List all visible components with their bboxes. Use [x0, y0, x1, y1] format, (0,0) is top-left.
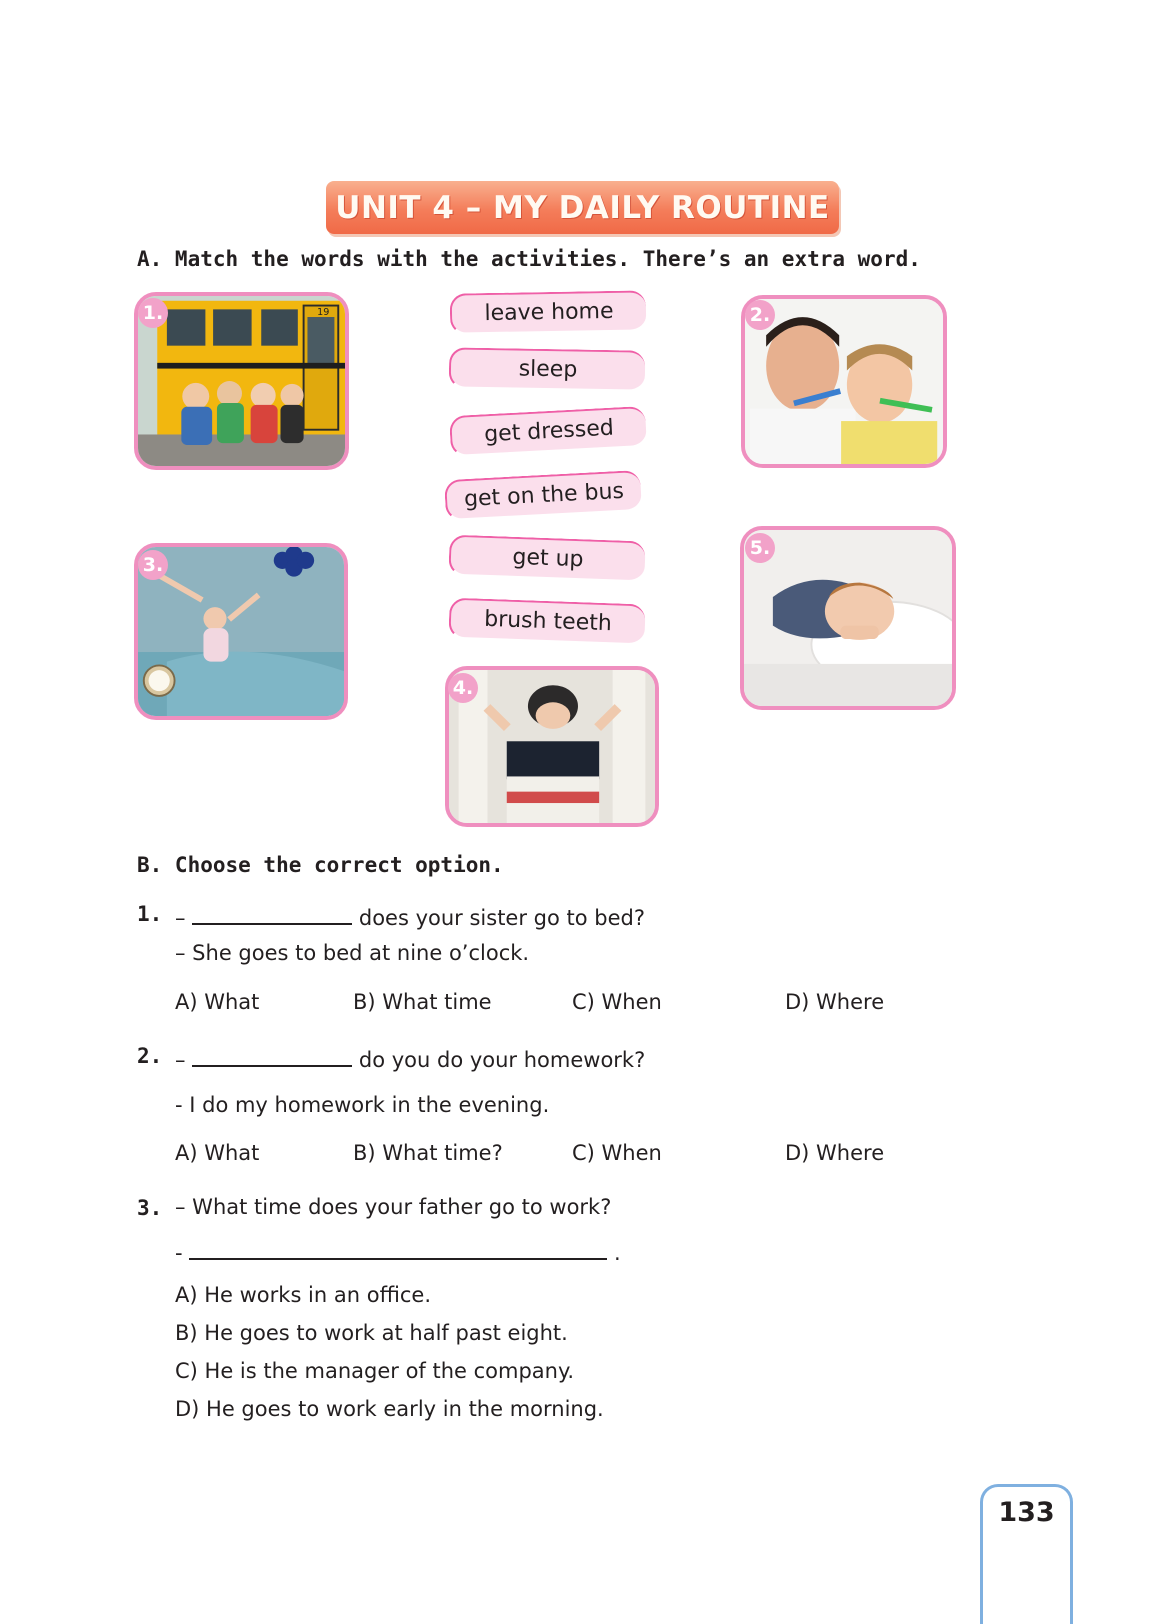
option-a[interactable]: A) What — [175, 990, 260, 1014]
dash: – — [175, 906, 186, 930]
photo-number-badge: 2. — [745, 300, 775, 330]
question-2-answer-line: - I do my homework in the evening. — [175, 1093, 550, 1117]
option-c[interactable]: C) When — [572, 1141, 662, 1165]
photo-number-badge: 4. — [448, 673, 478, 703]
svg-text:19: 19 — [317, 307, 330, 319]
option-b[interactable]: B) He goes to work at half past eight. — [175, 1321, 568, 1345]
option-a[interactable]: A) What — [175, 1141, 260, 1165]
question-2-line — [175, 1043, 645, 1072]
photo-number-badge: 5. — [745, 533, 775, 563]
question-1-line — [175, 901, 645, 930]
question-1-answer-line: – She goes to bed at nine o’clock. — [175, 941, 530, 965]
question-text: do you do your homework? — [358, 1048, 646, 1072]
word-pill-brush-teeth: brush teeth — [448, 598, 645, 646]
sleeping-image — [744, 530, 952, 706]
word-pill-leave-home: leave home — [450, 290, 647, 334]
brushing-teeth-image — [745, 299, 943, 464]
question-text: does your sister go to bed? — [358, 906, 645, 930]
option-d[interactable]: D) Where — [785, 1141, 885, 1165]
getting-up-image — [138, 547, 344, 716]
photo-number-badge: 3. — [138, 550, 168, 580]
question-number: 2. — [137, 1044, 163, 1068]
word-pill-get-on-the-bus: get on the bus — [444, 470, 642, 521]
option-d[interactable]: D) He goes to work early in the morning. — [175, 1397, 604, 1421]
option-d[interactable]: D) Where — [785, 990, 885, 1014]
option-a[interactable]: A) He works in an office. — [175, 1283, 432, 1307]
page-number: 133 — [998, 1497, 1055, 1528]
section-b-heading: B. Choose the correct option. — [137, 853, 504, 877]
dash: - — [175, 1241, 183, 1265]
question-3-line: – What time does your father go to work? — [175, 1195, 612, 1219]
section-a-heading: A. Match the words with the activities. There’s an extra word. — [137, 247, 921, 271]
answer-blank[interactable] — [189, 1236, 607, 1260]
getting-dressed-image — [449, 670, 655, 823]
option-b[interactable]: B) What time — [353, 990, 492, 1014]
school-bus-image — [138, 296, 345, 466]
question-number: 3. — [137, 1196, 163, 1220]
word-pill-get-dressed: get dressed — [449, 406, 647, 457]
dash: – — [175, 1048, 186, 1072]
word-pill-sleep: sleep — [449, 347, 646, 391]
answer-blank[interactable] — [192, 901, 352, 925]
unit-title-banner — [326, 181, 839, 234]
answer-blank[interactable] — [192, 1043, 352, 1067]
option-b[interactable]: B) What time? — [353, 1141, 503, 1165]
option-c[interactable]: C) When — [572, 990, 662, 1014]
unit-title: UNIT 4 – MY DAILY ROUTINE — [335, 189, 830, 226]
page-number-tab — [980, 1484, 1073, 1624]
question-3-answer-line — [175, 1236, 621, 1265]
option-c[interactable]: C) He is the manager of the company. — [175, 1359, 575, 1383]
photo-number-badge: 1. — [138, 298, 168, 328]
question-number: 1. — [137, 902, 163, 926]
period: . — [613, 1241, 621, 1265]
word-pill-get-up: get up — [448, 535, 645, 583]
